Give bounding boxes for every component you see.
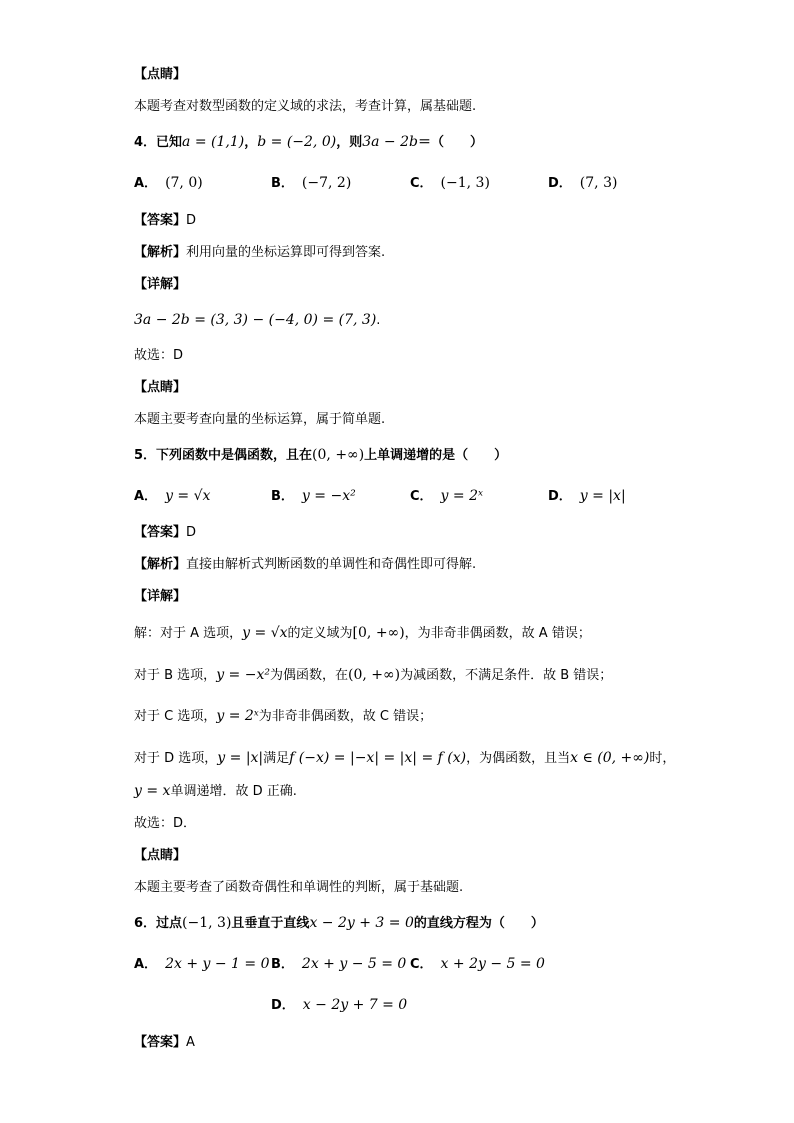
option-letter: C． [410,176,433,191]
q4-detail-heading [134,276,186,294]
option-value: 2x + y − 1 = 0 [165,956,270,972]
q6-option-c [410,955,545,974]
remark-body: 本题主要考查了函数奇偶性和单调性的判断，属于基础题. [134,880,464,895]
q5-rest: 上单调递增的是（ ） [364,448,508,463]
detail-text: 对于 B 选项， [134,668,217,683]
q6-mid: 且垂直于直线 [231,916,310,931]
detail-tag: 【详解】 [134,277,187,292]
q4-remark-heading [134,379,186,397]
q4-option-c [410,174,490,193]
detail-text: 解：对于 A 选项， [134,626,243,641]
q4-vector-a: a = (1,1) [182,134,245,150]
answer-tag: 【答案】 [134,213,187,228]
remark-heading [134,66,186,84]
q4-answer [134,212,196,230]
option-value: y = −x² [301,488,356,504]
q6-number: 6．过点 [134,916,183,931]
q4-choose [134,347,183,365]
option-value: 2x + y − 5 = 0 [301,956,407,972]
q5-detail-1 [134,624,591,643]
detail-math: y = 2ˣ [216,708,259,724]
analysis-text: 利用向量的坐标运算即可得到答案. [186,245,386,260]
option-value: (7, 3) [579,175,618,191]
option-value: (−7, 2) [301,175,352,191]
detail-text: 时， [649,751,676,766]
analysis-tag: 【解析】 [134,245,187,260]
detail-text: 满足 [263,751,290,766]
option-value: y = √x [165,488,211,504]
option-value: y = 2ˣ [440,488,483,504]
option-letter: A． [134,957,158,972]
q5-answer [134,524,196,542]
analysis-tag: 【解析】 [134,557,187,572]
option-letter: B． [271,489,294,504]
detail-math: x ∈ (0, +∞) [570,750,650,766]
q4-number: 4．已知 [134,135,183,150]
q4-option-b [271,174,351,193]
question-6 [134,914,544,933]
option-letter: D． [271,998,295,1013]
detail-text: 对于 C 选项， [134,709,217,724]
option-value: (7, 0) [165,175,203,191]
q6-answer [134,1034,195,1052]
option-letter: B． [271,957,294,972]
detail-text: 为偶函数，在 [269,668,348,683]
choose-text: 故选：D [134,348,184,363]
remark-tag: 【点睛】 [134,848,187,863]
detail-interval: [0, +∞) [352,625,405,641]
q5-analysis [134,556,476,574]
q5-detail-4 [134,749,675,768]
option-letter: D． [548,176,572,191]
option-value: (−1, 3) [440,175,490,191]
q6-option-a [134,955,269,974]
choose-text: 故选：D． [134,816,197,831]
answer-tag: 【答案】 [134,1035,187,1050]
detail-text: ，为非奇非偶函数，故 A 错误； [404,626,591,641]
detail-math: y = x [134,783,171,799]
option-value: y = |x| [579,488,626,504]
option-letter: A． [134,489,158,504]
q4-analysis [134,244,385,262]
q5-interval: (0, +∞) [312,447,365,463]
remark-text [134,98,476,116]
q4-option-d [548,174,617,193]
q6-line: x − 2y + 3 = 0 [309,915,414,931]
option-value: x + 2y − 5 = 0 [440,956,545,972]
q5-detail-heading [134,588,186,606]
q5-option-b [271,487,356,506]
option-value: x − 2y + 7 = 0 [302,997,408,1013]
q5-choose [134,815,196,833]
detail-interval: (0, +∞) [347,667,401,683]
remark-body: 本题考查对数型函数的定义域的求法，考查计算，属基础题. [134,99,477,114]
q4-detail [134,311,380,330]
detail-math: f (−x) = |−x| = |x| = f (x) [289,750,467,766]
remark-body: 本题主要考查向量的坐标运算，属于简单题. [134,412,386,427]
q4-detail-formula: 3a − 2b = (3, 3) − (−4, 0) = (7, 3) [134,312,377,328]
question-4 [134,133,483,152]
detail-text: 为减函数，不满足条件．故 B 错误； [400,668,613,683]
detail-text: 对于 D 选项， [134,751,218,766]
q4-then: ，则 [336,135,363,150]
q4-detail-end: . [376,313,381,328]
detail-tag: 【详解】 [134,589,187,604]
detail-math: y = √x [242,625,288,641]
answer-tag: 【答案】 [134,525,187,540]
q4-sep: ， [244,135,258,150]
q5-option-a [134,487,210,506]
q4-remark [134,411,385,429]
q5-detail-5 [134,782,297,801]
answer-value: D [186,525,197,540]
detail-text: 为非奇非偶函数，故 C 错误； [258,709,433,724]
q6-option-b [271,955,406,974]
detail-math: y = |x| [217,750,264,766]
q6-point: (−1, 3) [182,915,232,931]
answer-value: D [186,213,197,228]
q6-rest: 的直线方程为（ ） [413,916,544,931]
q5-detail-2 [134,666,612,685]
q6-option-d [271,996,407,1015]
detail-text: ，为偶函数，且当 [466,751,571,766]
q5-option-c [410,487,483,506]
q5-detail-3 [134,707,432,726]
option-letter: B． [271,176,294,191]
question-5 [134,446,507,465]
detail-math: y = −x² [216,667,270,683]
q5-remark-heading [134,847,186,865]
analysis-text: 直接由解析式判断函数的单调性和奇偶性即可得解. [186,557,477,572]
detail-text: 单调递增．故 D 正确. [170,784,297,799]
remark-tag: 【点睛】 [134,67,187,82]
detail-text: 的定义域为 [287,626,353,641]
q4-vector-b: b = (−2, 0) [257,134,337,150]
remark-tag: 【点睛】 [134,380,187,395]
q5-option-d [548,487,626,506]
q4-expression: 3a − 2b [362,134,418,150]
option-letter: C． [410,489,433,504]
answer-value: A [186,1035,195,1050]
q5-number: 5．下列函数中是偶函数，且在 [134,448,313,463]
q4-option-a [134,174,203,193]
q5-remark [134,879,463,897]
option-letter: C． [410,957,433,972]
q4-blank: ＝（ ） [417,135,483,150]
option-letter: A． [134,176,158,191]
option-letter: D． [548,489,572,504]
